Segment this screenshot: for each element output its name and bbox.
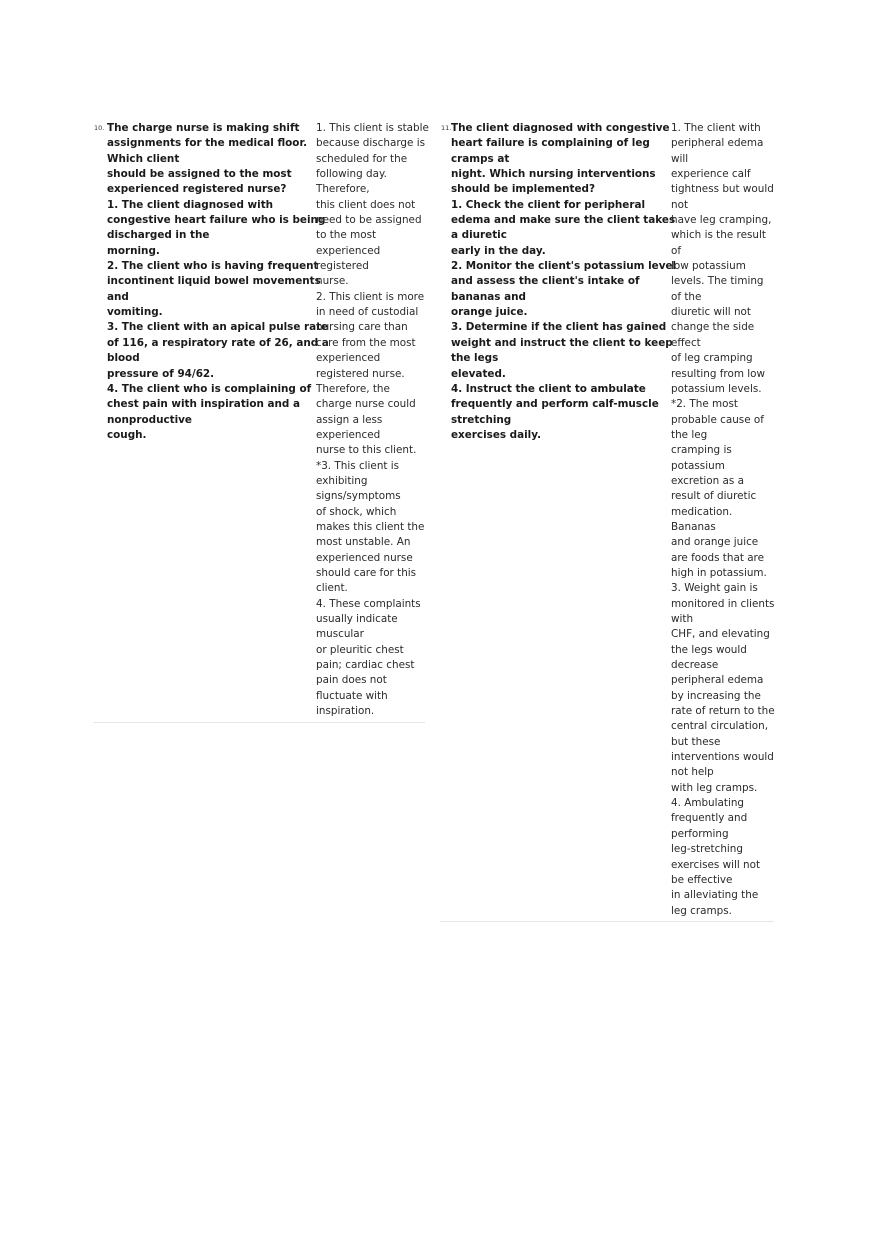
text-line: potassium <box>671 459 725 472</box>
text-line: not <box>671 198 689 211</box>
text-line: edema and make sure the client takes <box>451 214 676 227</box>
text-line: the leg <box>671 428 708 441</box>
text-line: *3. This client is <box>316 459 400 472</box>
text-line: exhibiting <box>316 474 368 487</box>
text-line: will <box>671 152 689 165</box>
text-line: not help <box>671 766 714 779</box>
text-line: care from the most <box>316 336 416 349</box>
text-line: interventions would <box>671 751 774 764</box>
text-line: 4. Instruct the client to ambulate <box>451 382 646 395</box>
text-line: central circulation, <box>671 720 768 733</box>
text-line: decrease <box>671 659 719 672</box>
text-line: medication. <box>671 505 733 518</box>
text-line: or pleuritic chest <box>316 643 404 656</box>
text-line: 3. The client with an apical pulse rate <box>107 321 329 334</box>
text-line: monitored in clients <box>671 597 775 610</box>
text-line: should be implemented? <box>451 183 596 196</box>
text-line: and assess the client's intake of <box>451 275 640 288</box>
text-line: with leg cramps. <box>671 781 758 794</box>
text-line: of the <box>671 290 702 303</box>
text-line: have leg cramping, <box>671 214 772 227</box>
text-line: client. <box>316 582 348 595</box>
text-line: 4. The client who is complaining of <box>107 382 312 395</box>
text-line: exercises daily. <box>451 428 542 441</box>
text-line: charge nurse could <box>316 398 416 411</box>
text-line: with <box>671 613 694 625</box>
text-line: signs/symptoms <box>316 490 401 503</box>
text-line: but these <box>671 735 721 748</box>
text-line: nurse to this client. <box>316 444 417 457</box>
text-line: registered <box>316 260 369 273</box>
text-line: nursing care than <box>316 321 408 334</box>
text-line: experienced <box>316 244 381 257</box>
text-line: the legs would <box>671 643 747 656</box>
text-line: vomiting. <box>107 306 163 319</box>
text-line: morning. <box>107 244 160 257</box>
text-line: stretching <box>451 413 512 426</box>
text-line: 4. Ambulating <box>671 797 745 810</box>
text-line: assign a less <box>316 413 383 426</box>
text-line: tightness but would <box>671 183 774 196</box>
text-line: weight and instruct the client to keep <box>451 336 673 349</box>
question-column <box>93 121 329 443</box>
text-line: 3. Determine if the client has gained <box>451 321 667 334</box>
text-line: pain; cardiac chest <box>316 659 415 672</box>
text-line: 1. This client is stable <box>316 122 429 134</box>
text-line: should be assigned to the most <box>107 168 292 181</box>
text-line: are foods that are <box>671 551 764 564</box>
text-line: 3. Weight gain is <box>671 582 758 595</box>
text-line: pain does not <box>316 674 387 687</box>
text-line: Which client <box>107 152 180 165</box>
text-line: effect <box>671 336 701 349</box>
text-line: night. Which nursing interventions <box>451 168 656 181</box>
text-line: peripheral edema <box>671 674 764 687</box>
text-line: congestive heart failure who is being <box>107 214 326 227</box>
text-line: 2. The client who is having frequent <box>107 260 319 273</box>
text-line: rate of return to the <box>671 705 775 718</box>
text-line: elevated. <box>451 367 506 380</box>
question-block-10 <box>93 121 429 723</box>
text-line: early in the day. <box>451 244 546 257</box>
text-line: of shock, which <box>316 505 397 518</box>
text-line: Bananas <box>671 520 716 533</box>
text-line: the legs <box>451 352 499 365</box>
question-text <box>107 121 329 443</box>
text-line: CHF, and elevating <box>671 628 770 641</box>
text-line: potassium levels. <box>671 382 762 395</box>
text-line: need to be assigned <box>316 214 422 227</box>
text-line: 2. Monitor the client's potassium level <box>451 260 677 273</box>
text-line: Therefore, the <box>316 382 390 395</box>
text-line: to the most <box>316 229 377 242</box>
text-line: chest pain with inspiration and a <box>107 398 300 411</box>
text-line: experienced nurse <box>316 551 413 564</box>
text-line: should care for this <box>316 566 417 579</box>
text-line: of 116, a respiratory rate of 26, and a <box>107 336 329 349</box>
question-number: 10. <box>94 124 105 132</box>
text-line: makes this client the <box>316 520 425 533</box>
text-line: incontinent liquid bowel movements <box>107 275 321 288</box>
text-line: exercises will not <box>671 858 761 871</box>
text-line: 4. These complaints <box>316 597 421 610</box>
text-line: 2. This client is more <box>316 290 425 303</box>
question-block-11 <box>440 121 774 922</box>
text-line: experienced <box>316 428 381 441</box>
text-line: excretion as a <box>671 474 744 487</box>
text-line: muscular <box>316 628 364 641</box>
text-line: in alleviating the <box>671 889 759 902</box>
text-line: nonproductive <box>107 413 192 426</box>
rationale-column <box>316 121 429 719</box>
text-line: because discharge is <box>316 137 426 150</box>
question-text <box>451 121 677 443</box>
text-line: nurse. <box>316 275 349 288</box>
text-line: high in potassium. <box>671 566 767 579</box>
text-line: 1. The client diagnosed with <box>107 198 274 211</box>
text-line: experienced registered nurse? <box>107 183 287 196</box>
text-line: result of diuretic <box>671 490 757 503</box>
text-line: by increasing the <box>671 689 761 702</box>
text-line: blood <box>107 352 140 365</box>
text-line: levels. The timing <box>671 275 764 288</box>
text-line: leg cramps. <box>671 904 732 917</box>
text-line: registered nurse. <box>316 367 405 380</box>
text-line: cramps at <box>451 152 510 165</box>
question-column <box>440 121 677 443</box>
text-line: cramping is <box>671 444 732 457</box>
question-number: 11. <box>441 124 452 132</box>
text-line: resulting from low <box>671 367 765 380</box>
text-line: Therefore, <box>316 183 370 196</box>
text-line: in need of custodial <box>316 306 419 319</box>
text-line: and orange juice <box>671 536 759 549</box>
text-line: which is the result <box>671 229 766 242</box>
text-line: experienced <box>316 352 381 365</box>
text-line: fluctuate with <box>316 689 388 702</box>
text-line: probable cause of <box>671 413 764 426</box>
text-line: discharged in the <box>107 229 210 242</box>
text-line: of <box>671 244 682 257</box>
text-line: most unstable. An <box>316 536 411 549</box>
text-line: low potassium <box>671 260 746 273</box>
text-line: scheduled for the <box>316 152 408 165</box>
text-line: pressure of 94/62. <box>107 367 215 380</box>
text-line: and <box>107 290 129 303</box>
text-line: heart failure is complaining of leg <box>451 137 650 150</box>
text-line: following day. <box>316 168 387 181</box>
text-line: leg-stretching <box>671 843 743 856</box>
rationale-column <box>671 121 775 919</box>
text-line: frequently and perform calf-muscle <box>451 398 659 411</box>
text-line: 1. The client with <box>671 122 761 134</box>
text-line: *2. The most <box>671 398 739 411</box>
text-line: peripheral edema <box>671 137 764 150</box>
text-line: cough. <box>107 428 147 441</box>
text-line: a diuretic <box>451 229 507 242</box>
text-line: orange juice. <box>451 306 528 319</box>
text-line: this client does not <box>316 198 416 211</box>
text-line: experience calf <box>671 168 751 181</box>
text-line: inspiration. <box>316 705 375 718</box>
text-line: assignments for the medical floor. <box>107 137 308 150</box>
text-line: usually indicate <box>316 613 398 625</box>
text-line: change the side <box>671 321 755 334</box>
text-line: frequently and <box>671 812 748 825</box>
text-line: performing <box>671 827 729 840</box>
text-line: diuretic will not <box>671 306 751 319</box>
text-line: of leg cramping <box>671 352 753 365</box>
text-line: 1. Check the client for peripheral <box>451 198 646 211</box>
text-line: The client diagnosed with congestive <box>451 122 670 134</box>
text-line: The charge nurse is making shift <box>107 122 300 134</box>
text-line: bananas and <box>451 290 526 303</box>
text-line: be effective <box>671 873 733 886</box>
